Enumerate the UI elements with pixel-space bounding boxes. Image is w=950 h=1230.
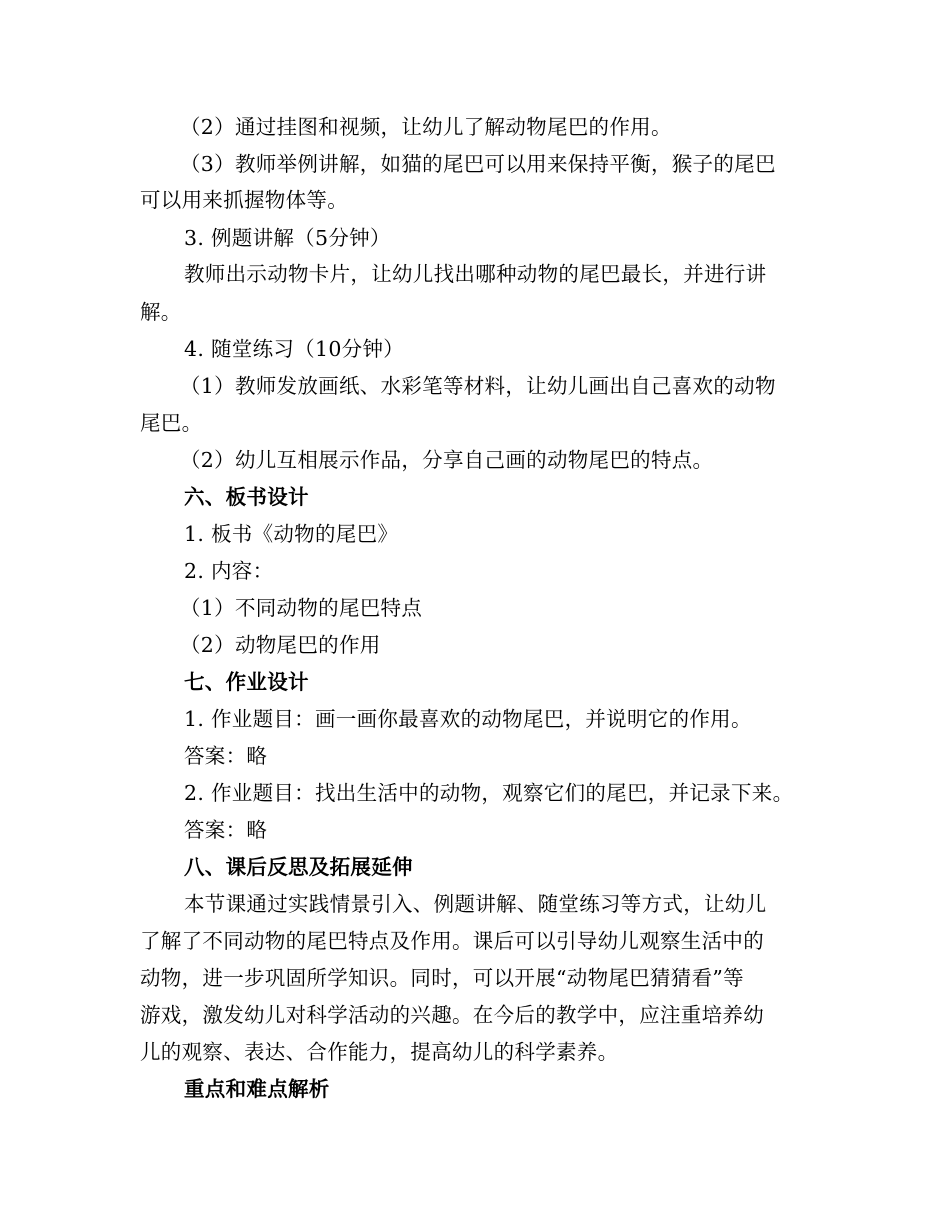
paragraph-line: 教师出示动物卡片，让幼儿找出哪种动物的尾巴最长，并进行讲 <box>184 262 767 286</box>
paragraph-line: 了解了不同动物的尾巴特点及作用。课后可以引导幼儿观察生活中的 <box>140 929 764 953</box>
section-heading: 八、课后反思及拓展延伸 <box>184 855 413 879</box>
list-item: 3. 例题讲解（5分钟） <box>184 226 391 250</box>
list-item: 2. 作业题目：找出生活中的动物，观察它们的尾巴，并记录下来。 <box>184 781 794 805</box>
paragraph-line: （2）幼儿互相展示作品，分享自己画的动物尾巴的特点。 <box>180 448 714 472</box>
section-heading: 七、作业设计 <box>184 670 309 694</box>
paragraph-line: （3）教师举例讲解，如猫的尾巴可以用来保持平衡，猴子的尾巴 <box>180 152 776 176</box>
paragraph-line: 儿的观察、表达、合作能力，提高幼儿的科学素养。 <box>140 1040 619 1064</box>
list-item: （2）动物尾巴的作用 <box>180 633 381 657</box>
paragraph-line: 可以用来抓握物体等。 <box>140 188 348 212</box>
paragraph-line: 解。 <box>140 300 182 324</box>
paragraph-line: 答案：略 <box>184 818 268 842</box>
paragraph-line: 尾巴。 <box>140 411 203 435</box>
paragraph-line: 动物，进一步巩固所学知识。同时，可以开展“动物尾巴猜猜看”等 <box>140 966 744 990</box>
paragraph-line: （1）教师发放画纸、水彩笔等材料，让幼儿画出自己喜欢的动物 <box>180 374 776 398</box>
paragraph-line: 答案：略 <box>184 744 268 768</box>
section-heading: 重点和难点解析 <box>184 1077 330 1101</box>
list-item: （1）不同动物的尾巴特点 <box>180 596 423 620</box>
list-item: 1. 作业题目：画一画你最喜欢的动物尾巴，并说明它的作用。 <box>184 707 752 731</box>
list-item: 1. 板书《动物的尾巴》 <box>184 522 399 546</box>
list-item: 4. 随堂练习（10分钟） <box>184 337 405 361</box>
section-heading: 六、板书设计 <box>184 485 309 509</box>
list-item: 2. 内容： <box>184 559 274 583</box>
paragraph-line: （2）通过挂图和视频，让幼儿了解动物尾巴的作用。 <box>180 115 672 139</box>
paragraph-line: 本节课通过实践情景引入、例题讲解、随堂练习等方式，让幼儿 <box>184 892 767 916</box>
paragraph-line: 游戏，激发幼儿对科学活动的兴趣。在今后的教学中，应注重培养幼 <box>140 1003 764 1027</box>
